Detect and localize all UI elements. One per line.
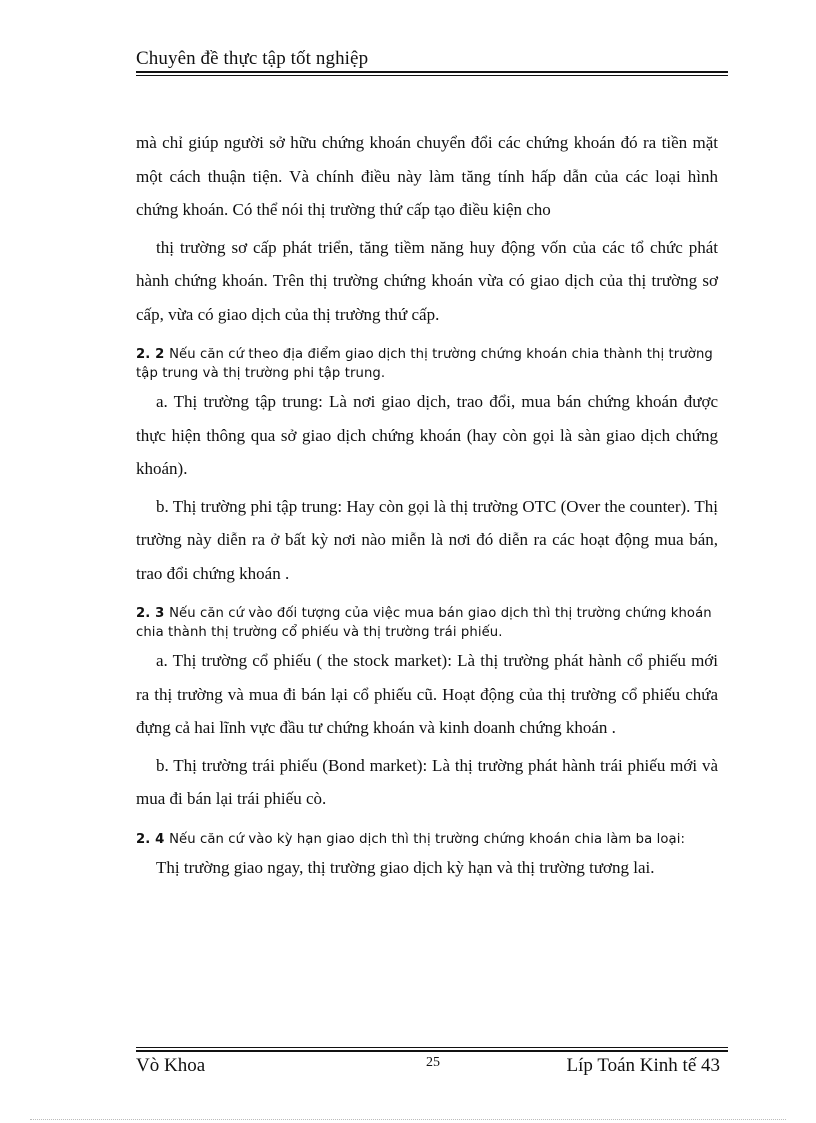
section-title-2-4: Nếu căn cứ vào kỳ hạn giao dịch thì thị trường chứng khoán chia làm ba loại:	[169, 831, 686, 847]
page-bottom-border	[30, 1119, 786, 1120]
page-header	[136, 48, 728, 76]
page-footer	[136, 1047, 728, 1079]
footer-class-name: Líp Toán Kinh tế 43	[566, 1055, 720, 1076]
section-number-2-2: 2. 2	[136, 347, 165, 362]
paragraph-6: b. Thị trường trái phiếu (Bond market): Là thị trường phát hành trái phiếu mới và mua đi bán lại trái phiếu cò.	[136, 755, 718, 808]
paragraph-7: Thị trường giao ngay, thị trường giao dịch kỳ hạn và thị trường tương lai.	[156, 857, 655, 877]
footer-author: Vò Khoa	[136, 1055, 206, 1076]
section-heading-2-3	[136, 604, 718, 642]
section-title-2-3: Nếu căn cứ vào đối tượng của việc mua bán giao dịch thì thị trường chứng khoán chia thành thị trường cổ phiếu và thị trường trái phiếu.	[136, 606, 712, 640]
paragraph-3: a. Thị trường tập trung: Là nơi giao dịch, trao đổi, mua bán chứng khoán được thực hiện thông qua sở giao dịch chứng khoán (hay còn gọi là sàn giao dịch chứng khoán).	[136, 392, 718, 478]
paragraph-5: a. Thị trường cổ phiếu ( the stock market): Là thị trường phát hành cổ phiếu mới ra thị trường và mua đi bán lại cổ phiếu cũ. Hoạt động của thị trường cổ phiếu chứa đựng cả hai lĩnh vực đầu tư chứng khoán và kinh doanh chứng khoán .	[136, 651, 718, 737]
header-rule	[136, 71, 728, 73]
paragraph-2: thị trường sơ cấp phát triển, tăng tiềm năng huy động vốn của các tổ chức phát hành chứng khoán. Trên thị trường chứng khoán vừa có giao dịch của thị trường sơ cấp, vừa có giao dịch của thị trường thứ cấp.	[136, 237, 718, 324]
footer-rule-secondary	[136, 1050, 728, 1052]
section-title-2-2: Nếu căn cứ theo địa điểm giao dịch thị trường chứng khoán chia thành thị trường tập trung và thị trường phi tập trung.	[136, 347, 713, 381]
paragraph-1: mà chỉ giúp người sở hữu chứng khoán chuyển đổi các chứng khoán đó ra tiền mặt một cách thuận tiện. Và chính điều này làm tăng tính hấp dẫn của các loại hình chứng khoán. Có thể nói thị trường thứ cấp tạo điều kiện cho	[136, 133, 718, 219]
page-number: 25	[426, 1055, 440, 1070]
section-heading-2-4	[136, 830, 718, 849]
paragraph-4: b. Thị trường phi tập trung: Hay còn gọi là thị trường OTC (Over the counter). Thị trường này diễn ra ở bất kỳ nơi nào miễn là nơi đó diễn ra các hoạt động mua bán, trao đổi chứng khoán .	[136, 496, 718, 583]
document-body	[136, 126, 718, 884]
section-heading-2-2	[136, 345, 718, 383]
section-number-2-4: 2. 4	[136, 831, 165, 847]
header-title: Chuyên đề thực tập tốt nghiệp	[136, 48, 369, 69]
footer-rule	[136, 1047, 728, 1048]
header-rule-secondary	[136, 75, 728, 76]
section-number-2-3: 2. 3	[136, 606, 165, 621]
